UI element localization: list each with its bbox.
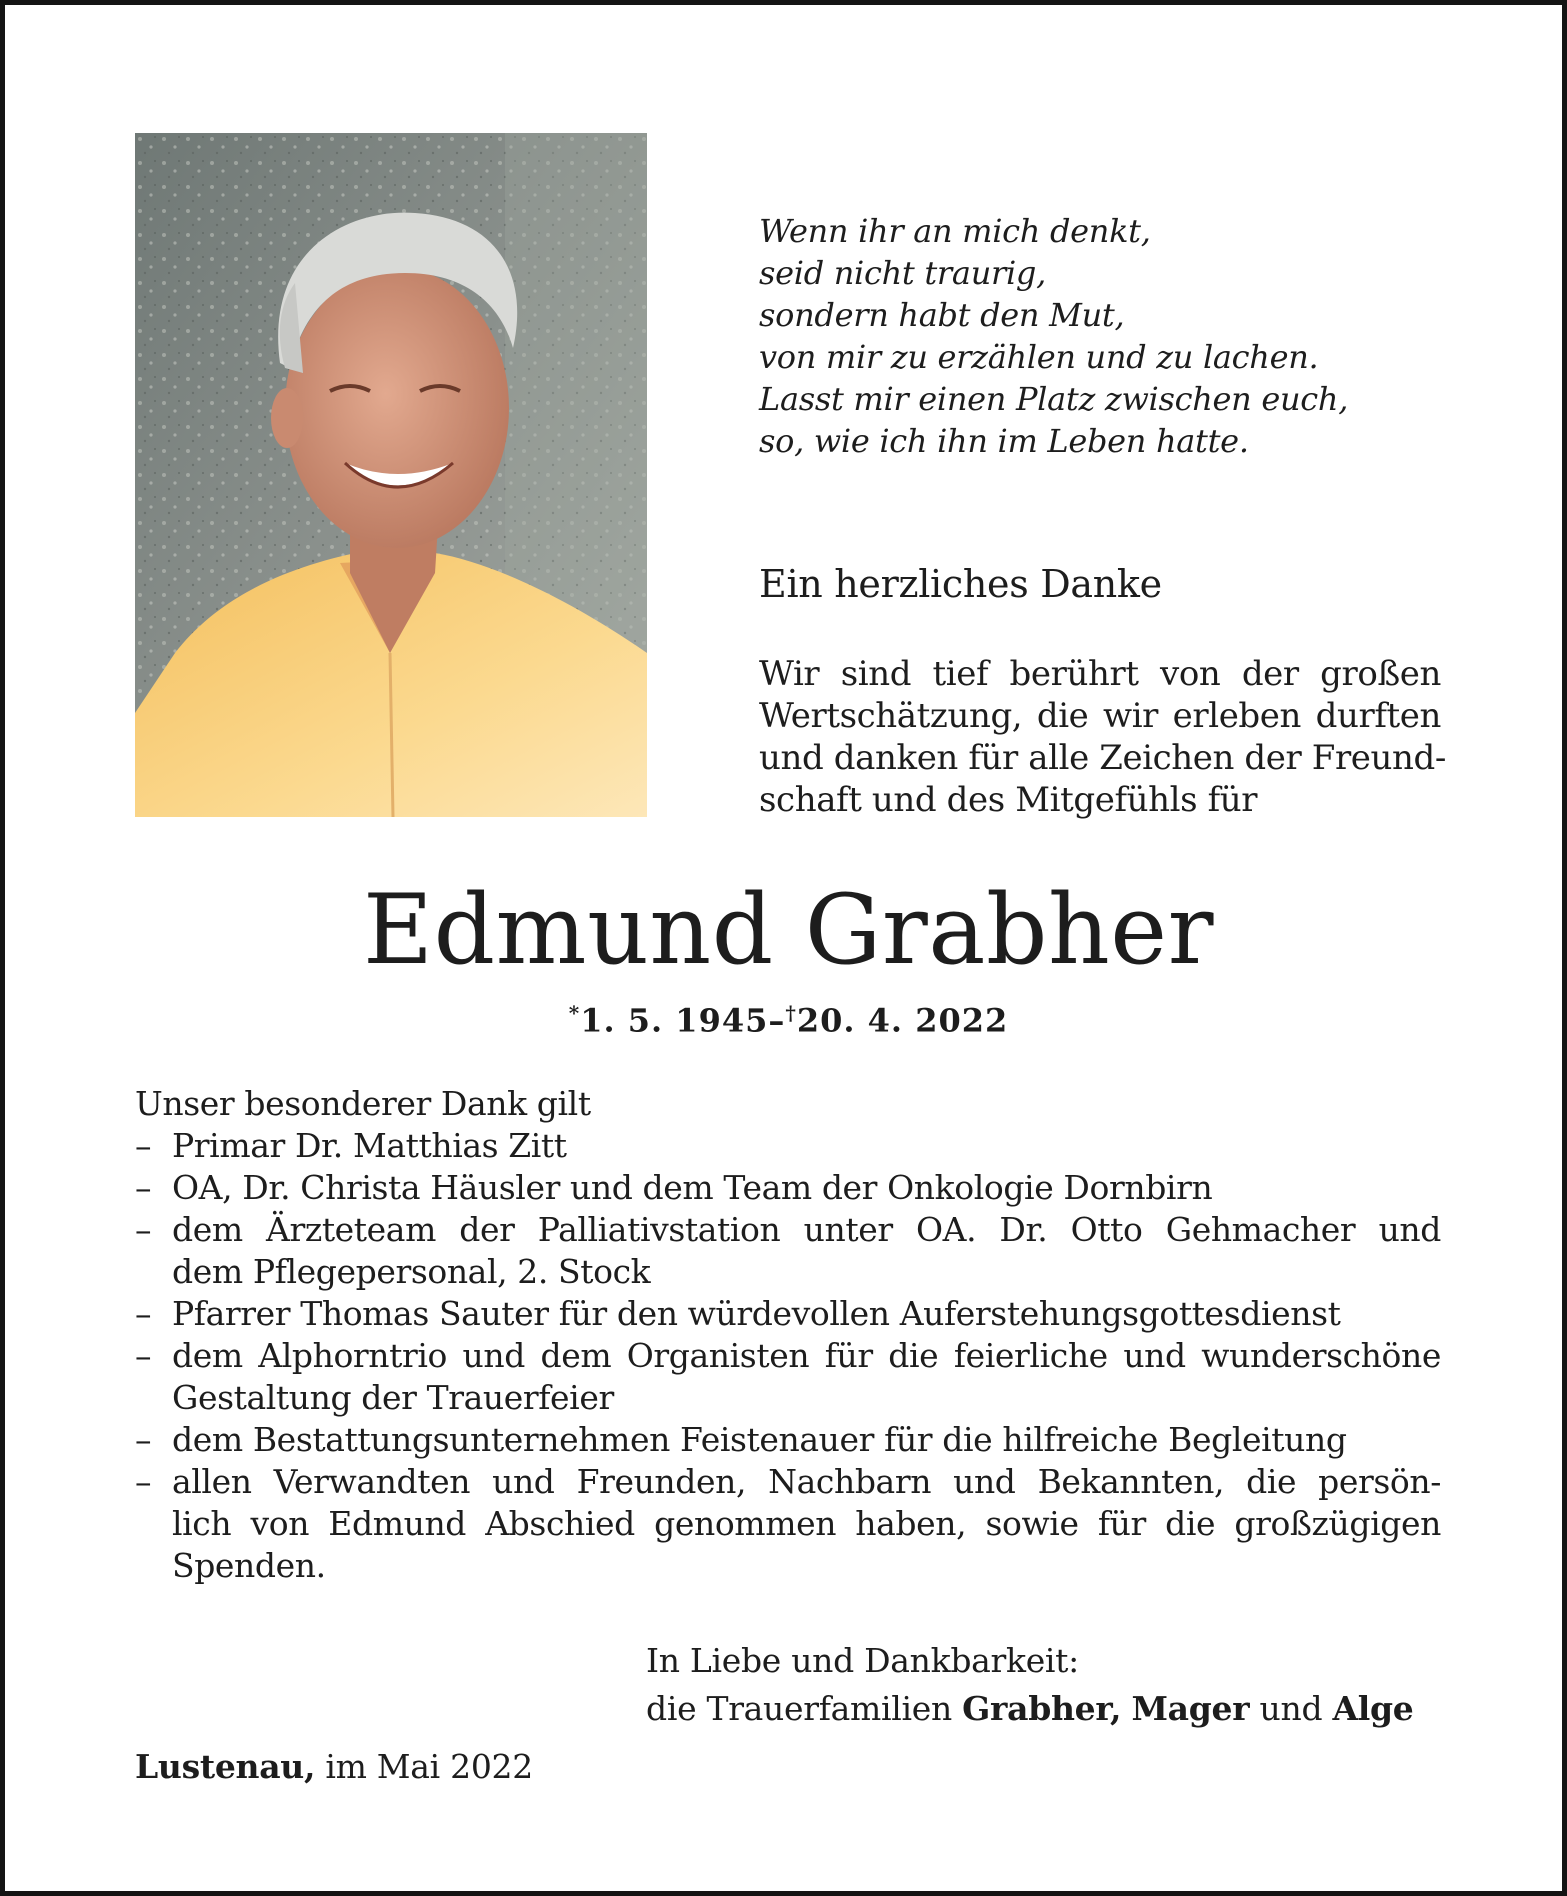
place-date: [135, 1747, 533, 1786]
intro-line: Wertschätzung, die wir erleben durften: [759, 696, 1441, 736]
poem-line: sondern habt den Mut,: [759, 296, 1125, 334]
list-item-line: dem Alphorntrio und dem Organisten für die feierliche und wunderschöne: [172, 1336, 1441, 1375]
birth-symbol: *: [568, 1001, 581, 1025]
special-thanks-lead: Unser besonderer Dank gilt: [135, 1084, 591, 1123]
death-date: 20. 4. 2022: [796, 1001, 1009, 1040]
list-item-line: OA, Dr. Christa Häusler und dem Team der Onkologie Dornbirn: [172, 1168, 1213, 1207]
list-item: [135, 1125, 1441, 1167]
list-item-line: lich von Edmund Abschied genommen haben, sowie für die großzügigen: [172, 1504, 1441, 1543]
list-item: [135, 1461, 1441, 1587]
list-item-line: dem Ärzteteam der Palliativstation unter OA. Dr. Otto Gehmacher und: [172, 1210, 1441, 1249]
place-town: Lustenau,: [135, 1747, 316, 1786]
list-item-line: allen Verwandten und Freunden, Nachbarn und Bekannten, die persön-: [172, 1462, 1441, 1501]
date-separator: –: [768, 1001, 786, 1040]
poem-line: seid nicht traurig,: [759, 254, 1046, 292]
dash-bullet: –: [135, 1168, 152, 1207]
portrait-photo: [135, 133, 647, 817]
special-thanks: [135, 1083, 1441, 1587]
dash-bullet: –: [135, 1462, 152, 1501]
birth-date: 1. 5. 1945: [580, 1001, 769, 1040]
family-name: Grabher,: [962, 1689, 1122, 1728]
list-item-line: Gestaltung der Trauerfeier: [172, 1378, 614, 1417]
family-name: Alge: [1332, 1689, 1414, 1728]
closing-line: In Liebe und Dankbarkeit:: [646, 1641, 1079, 1680]
family-line: [646, 1685, 1413, 1733]
death-symbol: †: [785, 1001, 797, 1025]
list-item-line: dem Bestattungsunternehmen Feistenauer für die hilfreiche Begleitung: [172, 1420, 1347, 1459]
thanks-heading: Ein herzliches Danke: [759, 562, 1162, 606]
intro-line: Wir sind tief berührt von der großen: [759, 654, 1441, 694]
closing-signature: [646, 1637, 1413, 1733]
poem-line: Wenn ihr an mich denkt,: [759, 212, 1151, 250]
list-item: [135, 1293, 1441, 1335]
deceased-name: Edmund Grabher: [363, 874, 1214, 986]
poem-line: Lasst mir einen Platz zwischen euch,: [759, 380, 1349, 418]
list-item-line: Primar Dr. Matthias Zitt: [172, 1126, 567, 1165]
family-name: Mager: [1131, 1689, 1250, 1728]
dash-bullet: –: [135, 1294, 152, 1333]
family-conjunction: und: [1259, 1689, 1323, 1728]
portrait-image: [135, 133, 647, 817]
place-month: im Mai 2022: [325, 1747, 533, 1786]
dash-bullet: –: [135, 1420, 152, 1459]
list-item: [135, 1209, 1441, 1293]
list-item-line: Spenden.: [172, 1546, 326, 1585]
dash-bullet: –: [135, 1336, 152, 1375]
list-item: [135, 1167, 1441, 1209]
list-item: [135, 1335, 1441, 1419]
intro-line: und danken für alle Zeichen der Freund-: [759, 738, 1446, 778]
poem-line: so, wie ich ihn im Leben hatte.: [759, 422, 1249, 460]
poem: [759, 210, 1459, 462]
poem-line: von mir zu erzählen und zu lachen.: [759, 338, 1319, 376]
list-item-line: Pfarrer Thomas Sauter für den würdevollen Auferstehungsgottesdienst: [172, 1294, 1341, 1333]
dash-bullet: –: [135, 1126, 152, 1165]
dash-bullet: –: [135, 1210, 152, 1249]
intro-line: schaft und des Mitgefühls für: [759, 780, 1258, 820]
family-prefix: die Trauerfamilien: [646, 1689, 952, 1728]
list-item-line: dem Pflegepersonal, 2. Stock: [172, 1252, 651, 1291]
life-dates: [5, 1001, 1567, 1040]
list-item: [135, 1419, 1441, 1461]
intro-paragraph: [759, 653, 1446, 821]
